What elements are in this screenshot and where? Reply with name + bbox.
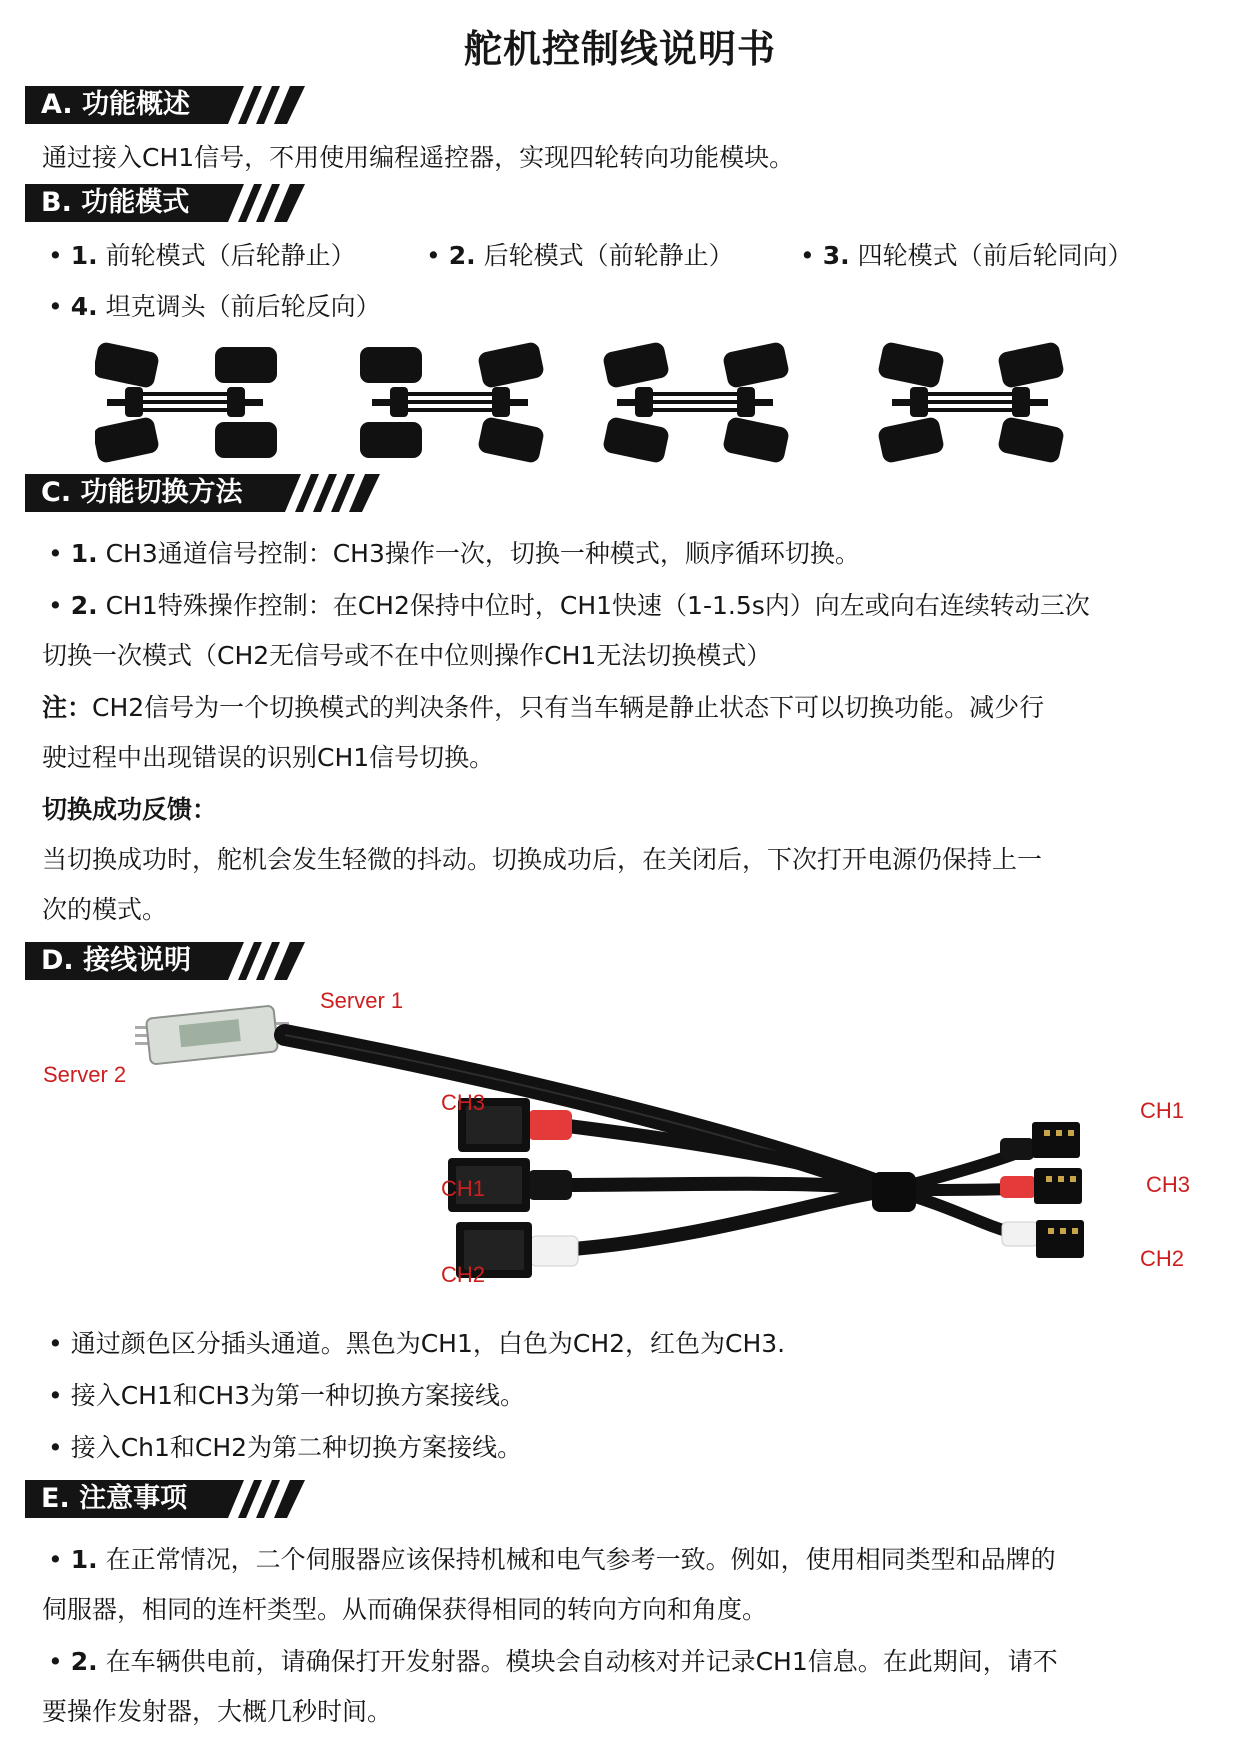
wiring-bullet-1: • 通过颜色区分插头通道。黑色为CH1，白色为CH2，红色为CH3. — [48, 1329, 786, 1358]
mode-item-1: • 1. 前轮模式（后轮静止） — [48, 241, 356, 270]
mode-item-4: • 4. 坦克调头（前后轮反向） — [48, 292, 381, 321]
note-line2: 驶过程中出现错误的识别CH1信号切换。 — [42, 743, 495, 772]
switch-method-2-line1: • 2. CH1特殊操作控制：在CH2保持中位时，CH1快速（1-1.5s内）向左或向右连续转动三次 — [48, 591, 1090, 620]
caution-1-line1: • 1. 在正常情况，二个伺服器应该保持机械和电气参考一致。例如，使用相同类型和品牌的 — [48, 1545, 1056, 1574]
feedback-line1: 当切换成功时，舵机会发生轻微的抖动。切换成功后，在关闭后，下次打开电源仍保持上一 — [42, 845, 1043, 874]
section-d-title: D. 接线说明 — [41, 945, 192, 976]
section-a-title: A. 功能概述 — [41, 89, 191, 120]
section-e-heading — [25, 1480, 305, 1518]
feedback-title: 切换成功反馈： — [42, 795, 218, 824]
section-c-title: C. 功能切换方法 — [41, 477, 243, 508]
section-a-text: 通过接入CH1信号，不用使用编程遥控器，实现四轮转向功能模块。 — [42, 143, 795, 172]
label-right-ch3: CH3 — [1146, 1172, 1191, 1197]
section-b-title: B. 功能模式 — [41, 187, 190, 218]
mode-item-3: • 3. 四轮模式（前后轮同向） — [800, 241, 1133, 270]
section-c-heading — [25, 474, 380, 512]
caution-2-line1: • 2. 在车辆供电前，请确保打开发射器。模块会自动核对并记录CH1信息。在此期间，请不 — [48, 1647, 1058, 1676]
caution-2-line2: 要操作发射器，大概几秒时间。 — [42, 1697, 393, 1726]
right-plug-ch1 — [1000, 1122, 1080, 1160]
mode-3-diagram — [602, 341, 790, 464]
wiring-photo — [120, 1000, 1140, 1330]
label-server-2: Server 2 — [43, 1062, 127, 1087]
wiring-bullet-3: • 接入Ch1和CH2为第二种切换方案接线。 — [48, 1433, 523, 1462]
label-server-1: Server 1 — [320, 988, 404, 1013]
page-title: 舵机控制线说明书 — [463, 27, 776, 71]
mode-item-2: • 2. 后轮模式（前轮静止） — [426, 241, 734, 270]
label-left-ch2: CH2 — [441, 1262, 486, 1287]
feedback-line2: 次的模式。 — [42, 895, 168, 924]
mode-1-diagram — [95, 341, 277, 464]
label-left-ch1: CH1 — [441, 1176, 486, 1201]
note-line1: 注：CH2信号为一个切换模式的判决条件，只有当车辆是静止状态下可以切换功能。减少行 — [42, 693, 1045, 722]
mode-2-diagram — [360, 341, 545, 464]
module-board — [135, 1005, 289, 1064]
right-plug-ch2 — [1002, 1220, 1084, 1258]
section-a-heading — [25, 86, 305, 124]
right-plug-ch3 — [1000, 1168, 1082, 1204]
label-right-ch1: CH1 — [1140, 1098, 1185, 1123]
mode-4-diagram — [877, 341, 1065, 464]
wiring-bullet-2: • 接入CH1和CH3为第一种切换方案接线。 — [48, 1381, 526, 1410]
steering-mode-diagrams — [95, 335, 1135, 470]
label-left-ch3: CH3 — [441, 1090, 486, 1115]
switch-method-2-line2: 切换一次模式（CH2无信号或不在中位则操作CH1无法切换模式） — [42, 641, 772, 670]
section-e-title: E. 注意事项 — [41, 1483, 188, 1514]
switch-method-1: • 1. CH3通道信号控制：CH3操作一次，切换一种模式，顺序循环切换。 — [48, 539, 860, 568]
label-right-ch2: CH2 — [1140, 1246, 1185, 1271]
section-d-heading — [25, 942, 305, 980]
caution-1-line2: 伺服器，相同的连杆类型。从而确保获得相同的转向方向和角度。 — [42, 1595, 768, 1624]
section-b-heading — [25, 184, 305, 222]
